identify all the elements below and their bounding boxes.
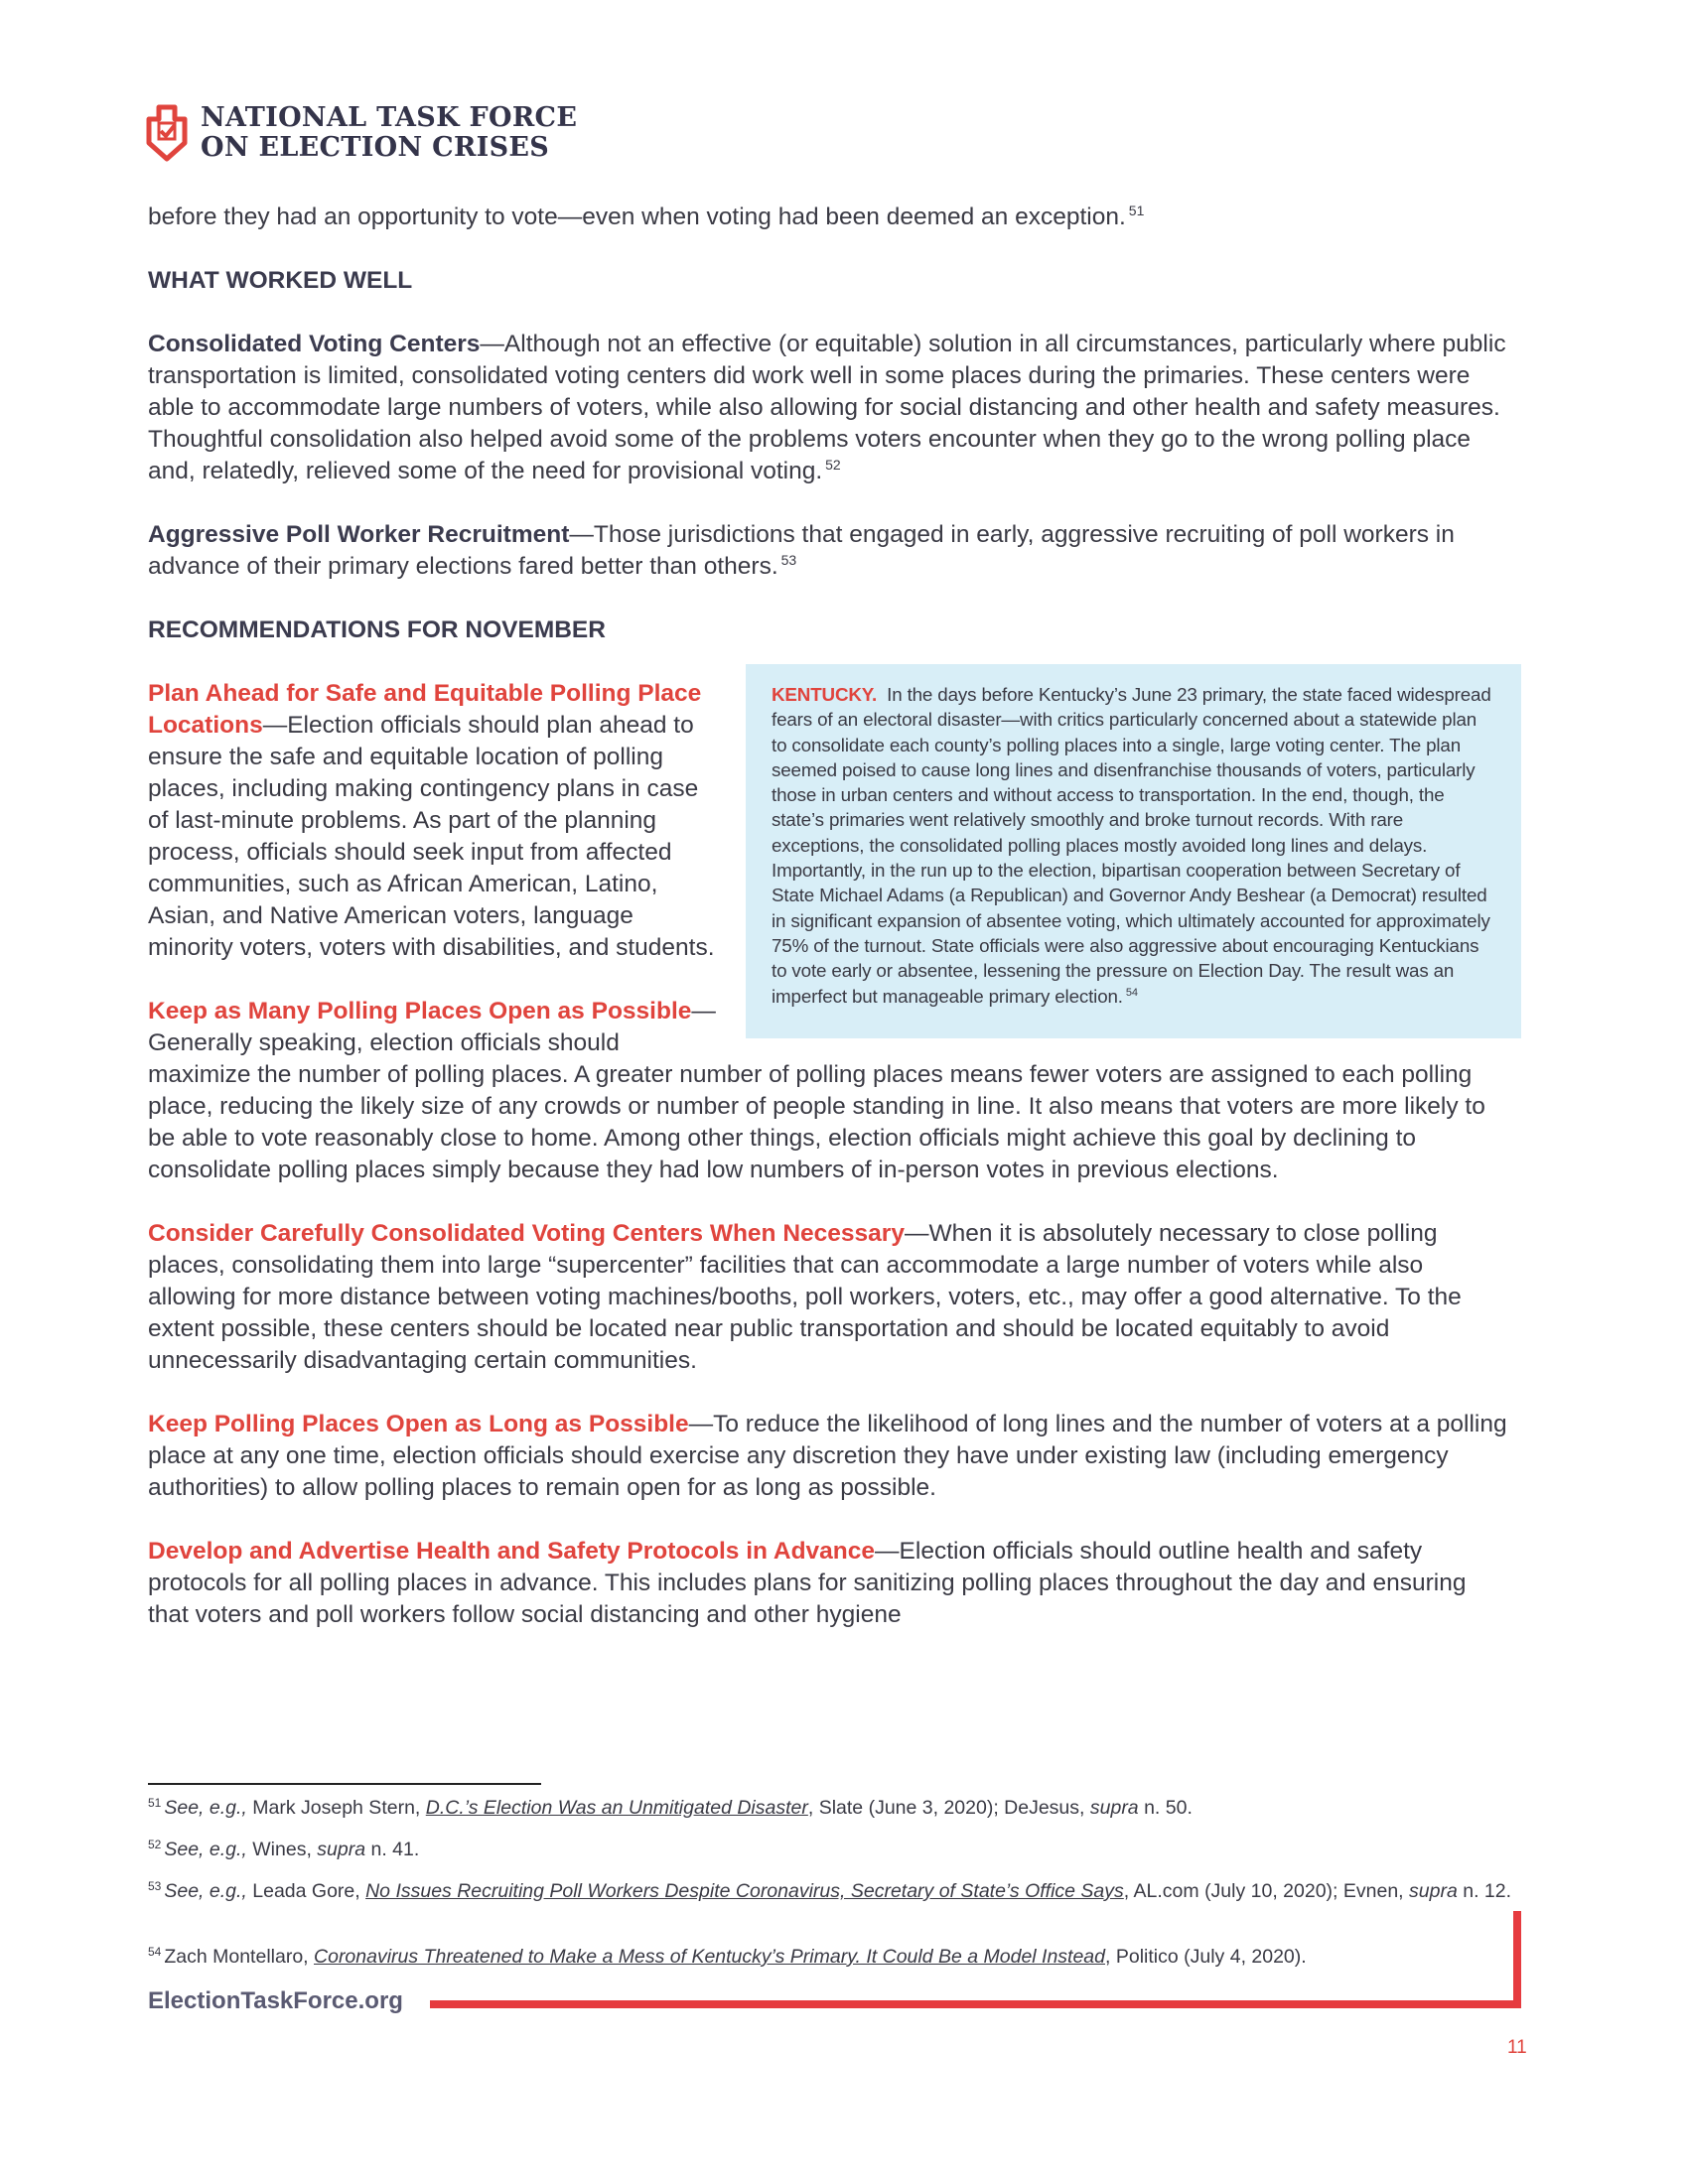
footnote-divider <box>148 1783 541 1785</box>
footnote-text: Zach Montellaro, <box>164 1946 315 1968</box>
footnote-ref[interactable]: 53 <box>780 552 797 568</box>
footnote-signal: See, e.g., <box>164 1797 247 1819</box>
recommendation-title: Keep as Many Polling Places Open as Possible <box>148 998 692 1024</box>
recommendation-health-protocols <box>148 1536 1507 1631</box>
sidebar-title: KENTUCKY. <box>772 684 878 705</box>
recommendation-body: —When it is absolutely necessary to close polling places, consolidating them into large “supercenter” facilities that can accommodate a large number of voters while also allowing for more distance between voting machines/booths, poll workers, voters, etc., may offer a good alternative. To the extent possible, these centers should be located near public transportation and should be located equitably to avoid unnecessarily disadvantaging certain communities. <box>148 1220 1462 1374</box>
footnote-link[interactable]: D.C.’s Election Was an Unmitigated Disaster <box>425 1797 808 1819</box>
footnote-text: Leada Gore, <box>246 1880 366 1902</box>
footnote-number: 52 <box>148 1838 162 1851</box>
footnote-text: , Slate (June 3, 2020); DeJesus, <box>807 1797 1090 1819</box>
footnote-text: , AL.com (July 10, 2020); Evnen, <box>1123 1880 1410 1902</box>
intro-text: before they had an opportunity to vote—even when voting had been deemed an exception. <box>148 204 1126 230</box>
paragraph-consolidated-centers <box>148 329 1507 487</box>
recommendation-consider-consolidated-centers <box>148 1218 1507 1377</box>
section-heading-recommendations: RECOMMENDATIONS FOR NOVEMBER <box>148 616 606 643</box>
paragraph-body: —Those jurisdictions that engaged in early, aggressive recruiting of poll workers in advance of their primary elections fared better than others. <box>148 521 1455 580</box>
recommendation-body: —To reduce the likelihood of long lines and the number of voters at a polling place at any one time, election officials should exercise any discretion they have under existing law (including emergency authorities) to allow polling places to remain open for as long as possible. <box>148 1411 1507 1501</box>
footnote-text: n. 50. <box>1138 1797 1193 1819</box>
page-number: 11 <box>1507 2037 1527 2058</box>
recommendation-title: Keep Polling Places Open as Long as Possible <box>148 1411 689 1437</box>
footnote-text: Wines, <box>246 1839 318 1860</box>
footnote-link[interactable]: Coronavirus Threatened to Make a Mess of Kentucky’s Primary. It Could Be a Model Instead <box>314 1946 1106 1968</box>
recommendation-keep-open-long <box>148 1409 1507 1504</box>
sidebar-body: In the days before Kentucky’s June 23 primary, the state faced widespread fears of an electoral disaster—with critics particularly concerned about a statewide plan to consolidate each county’s polling places into a single, large voting center. The plan seemed poised to cause long lines and disenfranchise thousands of voters, particularly those in urban centers and without access to transportation. In the end, though, the state’s primaries went relatively smoothly and broke turnout records. With rare exceptions, the consolidated polling places mostly avoided long lines and delays. Importantly, in the run up to the election, bipartisan cooperation between Secretary of State Michael Adams (a Republican) and Governor Andy Beshear (a Democrat) resulted in significant expansion of absentee voting, which ultimately accounted for approximately 75% of the turnout. State officials were also aggressive about encouraging Kentuckians to vote early or absentee, lessening the pressure on Election Day. The result was an imperfect but manageable primary election. <box>772 684 1491 1007</box>
paragraph-poll-worker-recruitment <box>148 519 1507 583</box>
footnote-signal: See, e.g., <box>164 1880 247 1902</box>
section-heading-what-worked: WHAT WORKED WELL <box>148 267 413 294</box>
ballot-shield-icon <box>145 103 189 163</box>
footnote-ref[interactable]: 54 <box>1125 986 1138 999</box>
footnote-number: 54 <box>148 1945 162 1959</box>
footnote-supra: supra <box>1409 1880 1458 1902</box>
recommendation-body: —Election officials should outline health and safety protocols for all polling places in advance. This includes plans for sanitizing polling places throughout the day and ensuring that voters and poll workers follow social distancing and other hygiene <box>148 1538 1467 1628</box>
intro-paragraph <box>148 202 1507 233</box>
website-link[interactable]: ElectionTaskForce.org <box>148 1987 403 2014</box>
footer-accent-bar <box>430 2000 1521 2008</box>
footnote-link[interactable]: No Issues Recruiting Poll Workers Despite Coronavirus, Secretary of State’s Office Says <box>365 1880 1124 1902</box>
footnote-52 <box>148 1837 1518 1862</box>
recommendation-title: Plan Ahead for Safe and Equitable Polling Place Locations <box>148 680 702 739</box>
footnote-text: , Politico (July 4, 2020). <box>1105 1946 1307 1968</box>
footnote-supra: supra <box>317 1839 366 1860</box>
org-name-line1: NATIONAL TASK FORCE <box>201 102 578 133</box>
org-logo <box>145 103 577 163</box>
footnote-supra: supra <box>1089 1797 1139 1819</box>
org-name-line2: ON ELECTION CRISES <box>201 132 550 163</box>
recommendation-body: —Election officials should plan ahead to ensure the safe and equitable location of polling places, including making contingency plans in case of last-minute problems. As part of the planning process, officials should seek input from affected communities, such as African American, Latino, Asian, and Native American voters, language minority voters, voters with disabilities, and students. <box>148 712 715 961</box>
footnote-text: n. 12. <box>1457 1880 1512 1902</box>
footnote-signal: See, e.g., <box>164 1839 247 1860</box>
recommendation-title: Develop and Advertise Health and Safety Protocols in Advance <box>148 1538 876 1565</box>
lead-in: Aggressive Poll Worker Recruitment <box>148 521 570 548</box>
footnote-53 <box>148 1878 1518 1904</box>
recommendation-title: Consider Carefully Consolidated Voting Centers When Necessary <box>148 1220 905 1247</box>
footnote-ref[interactable]: 52 <box>825 457 841 473</box>
kentucky-sidebar <box>746 664 1521 1038</box>
footer-accent-bar-vertical <box>1513 1911 1521 2008</box>
footnote-number: 51 <box>148 1796 162 1810</box>
footnote-51 <box>148 1795 1518 1821</box>
footnote-number: 53 <box>148 1879 162 1893</box>
footnote-text: Mark Joseph Stern, <box>246 1797 426 1819</box>
recommendation-body: —Generally speaking, election officials should maximize the number of polling places. A greater number of polling places means fewer voters are assigned to each polling place, reducing the likely size of any crowds or number of people standing in line. It also means that voters are more likely to be able to vote reasonably close to home. Among other things, election officials might achieve this goal by declining to consolidate polling places simply because they had low numbers of in-person votes in previous elections. <box>148 998 1485 1183</box>
paragraph-body: —Although not an effective (or equitable) solution in all circumstances, particularly where public transportation is limited, consolidated voting centers did work well in some places during the primaries. These centers were able to accommodate large numbers of voters, while also allowing for social distancing and other health and safety measures. Thoughtful consolidation also helped avoid some of the problems voters encounter when they go to the wrong polling place and, relatedly, relieved some of the need for provisional voting. <box>148 331 1506 484</box>
footnote-ref[interactable]: 51 <box>1128 203 1145 218</box>
main-content <box>148 202 1507 1663</box>
footnote-54 <box>148 1944 1518 1970</box>
lead-in: Consolidated Voting Centers <box>148 331 481 357</box>
footnote-text: n. 41. <box>365 1839 420 1860</box>
